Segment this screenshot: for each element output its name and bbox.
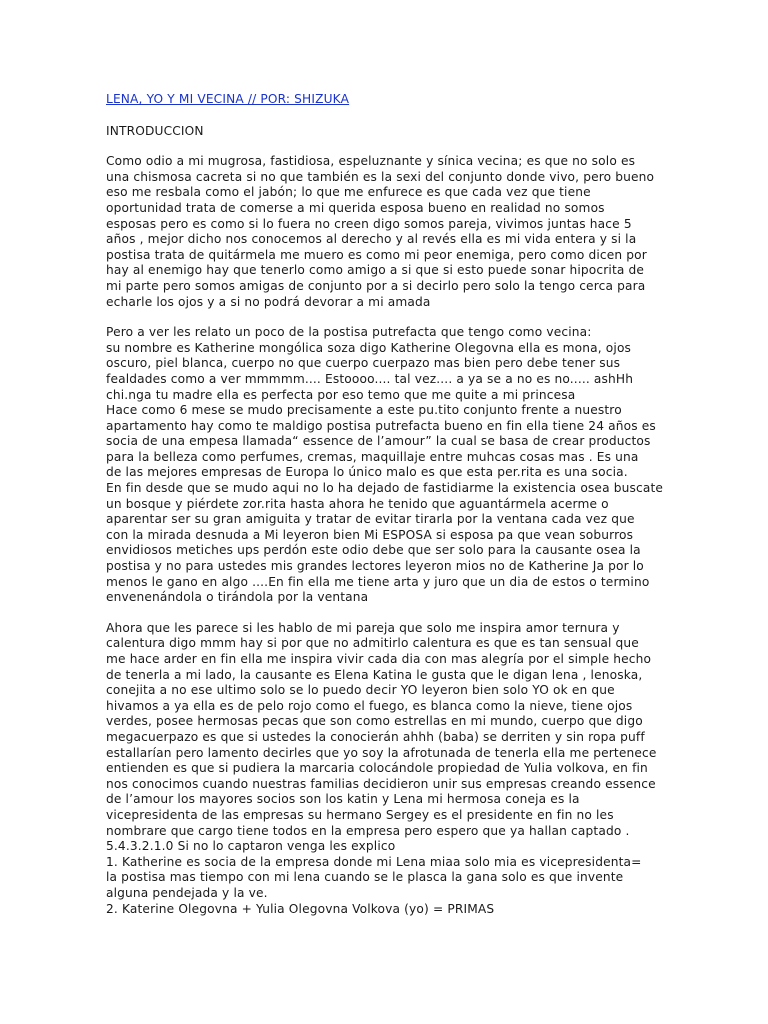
text-line: eso me resbala como el jabón; lo que me enfurece es que cada vez que tiene: [106, 185, 591, 200]
text-line: conejita a no ese ultimo solo se lo puedo decir YO leyeron bien solo YO ok en que: [106, 683, 615, 698]
paragraph-3: [106, 621, 666, 917]
text-line: aparentar ser su gran amiguita y tratar de evitar tirarla por la ventana cada vez que: [106, 512, 635, 527]
text-line: estallarían pero lamento decirles que yo soy la afrotunada de tenerla ella me pertenece: [106, 745, 657, 760]
text-line: una chismosa cacreta si no que también es la sexi del conjunto donde vivo, pero bueno: [106, 169, 655, 184]
text-line: mi parte pero somos amigas de conjunto por a si decirlo pero solo la tengo cerca para: [106, 278, 646, 293]
text-line: entienden es que si pudiera la marcaria colocándole propiedad de Yulia volkova, en fin: [106, 761, 648, 776]
text-line: nombrare que cargo tiene todos en la empresa pero espero que ya hallan captado .: [106, 823, 630, 838]
text-line: hay al enemigo hay que tenerlo como amigo a si que si esto puede sonar hipocrita de: [106, 263, 645, 278]
text-line: 1. Katherine es socia de la empresa donde mi Lena miaa solo mia es vicepresidenta=: [106, 854, 642, 869]
text-line: vicepresidenta de las empresas su hermano Sergey es el presidente en fin no les: [106, 807, 614, 822]
text-line: apartamento hay como te maldigo postisa putrefacta bueno en fin ella tiene 24 años es: [106, 418, 656, 433]
text-line: echarle los ojos y a si no podrá devorar a mi amada: [106, 294, 431, 309]
text-line: la postisa mas tiempo con mi lena cuando se le plasca la gana solo es que invente: [106, 870, 624, 885]
text-line: envidiosos metiches ups perdón este odio debe que ser solo para la causante osea la: [106, 543, 641, 558]
text-line: su nombre es Katherine mongólica soza digo Katherine Olegovna ella es mona, ojos: [106, 340, 632, 355]
text-line: En fin desde que se mudo aqui no lo ha dejado de fastidiarme la existencia osea buscate: [106, 481, 664, 496]
text-line: chi.nga tu madre ella es perfecta por eso temo que me quite a mi princesa: [106, 387, 576, 402]
text-line: con la mirada desnuda a Mi leyeron bien Mi ESPOSA si esposa pa que vean soburros: [106, 527, 634, 542]
text-line: Hace como 6 mese se mudo precisamente a este pu.tito conjunto frente a nuestro: [106, 403, 622, 418]
text-line: Como odio a mi mugrosa, fastidiosa, espeluznante y sínica vecina; es que no solo es: [106, 154, 636, 169]
text-line: calentura digo mmm hay si por que no admitirlo calentura es que es tan sensual que: [106, 636, 639, 651]
text-line: menos le gano en algo ....En fin ella me tiene arta y juro que un dia de estos o termino: [106, 574, 650, 589]
text-line: socia de una empesa llamada“ essence de l’amour” la cual se basa de crear productos: [106, 434, 651, 449]
text-line: fealdades como a ver mmmmm.... Estoooo.... tal vez.... a ya se a no es no..... ashHh: [106, 371, 634, 386]
text-line: 5.4.3.2.1.0 Si no lo captaron venga les explico: [106, 839, 396, 854]
text-line: de l’amour los mayores socios son los katin y Lena mi hermosa coneja es la: [106, 792, 580, 807]
text-line: oscuro, piel blanca, cuerpo no que cuerpo cuerpazo mas bien pero debe tener sus: [106, 356, 621, 371]
text-line: esposas pero es como si lo fuera no creen digo somos pareja, vivimos juntas hace 5: [106, 216, 632, 231]
text-line: postisa trata de quitármela me muero es como mi peor enemiga, pero como dicen por: [106, 247, 647, 262]
text-line: hivamos a ya ella es de pelo rojo como el fuego, es blanca como la nieve, tiene ojos: [106, 698, 633, 713]
title-link[interactable]: LENA, YO Y MI VECINA // POR: SHIZUKA: [106, 92, 350, 106]
paragraph-1: [106, 154, 666, 310]
text-line: un bosque y piérdete zor.rita hasta ahora he tenido que aguantármela acerme o: [106, 496, 609, 511]
text-line: Ahora que les parece si les hablo de mi pareja que solo me inspira amor ternura y: [106, 620, 620, 635]
paragraph-2: [106, 325, 666, 606]
section-heading: INTRODUCCION: [106, 123, 204, 138]
text-line: me hace arder en fin ella me inspira vivir cada dia con mas alegría por el simple hecho: [106, 652, 652, 666]
text-line: oportunidad trata de comerse a mi querida esposa bueno en realidad no somos: [106, 200, 605, 215]
text-line: para la belleza como perfumes, cremas, maquillaje entre muhcas cosas mas . Es una: [106, 449, 639, 464]
text-line: de tenerla a mi lado, la causante es Elena Katina le gusta que le digan lena , lenoska,: [106, 667, 643, 682]
text-line: 2. Katerine Olegovna + Yulia Olegovna Volkova (yo) = PRIMAS: [106, 901, 495, 916]
text-line: postisa y no para ustedes mis grandes lectores leyeron mios no de Katherine Ja por lo: [106, 559, 644, 574]
text-line: megacuerpazo es que si ustedes la conocierán ahhh (baba) se derriten y sin ropa puff: [106, 729, 645, 744]
document-page: [106, 92, 666, 932]
text-line: años , mejor dicho nos conocemos al derecho y al revés ella es mi vida entera y si la: [106, 232, 637, 247]
text-line: envenenándola o tirándola por la ventana: [106, 590, 369, 605]
text-line: Pero a ver les relato un poco de la postisa putrefacta que tengo como vecina:: [106, 325, 592, 340]
text-line: de las mejores empresas de Europa lo único malo es que esta per.rita es una socia.: [106, 465, 628, 480]
text-line: nos conocimos cuando nuestras familias decidieron unir sus empresas creando essence: [106, 776, 656, 791]
text-line: alguna pendejada y la ve.: [106, 885, 268, 900]
text-line: verdes, posee hermosas pecas que son como estrellas en mi mundo, cuerpo que digo: [106, 714, 643, 729]
